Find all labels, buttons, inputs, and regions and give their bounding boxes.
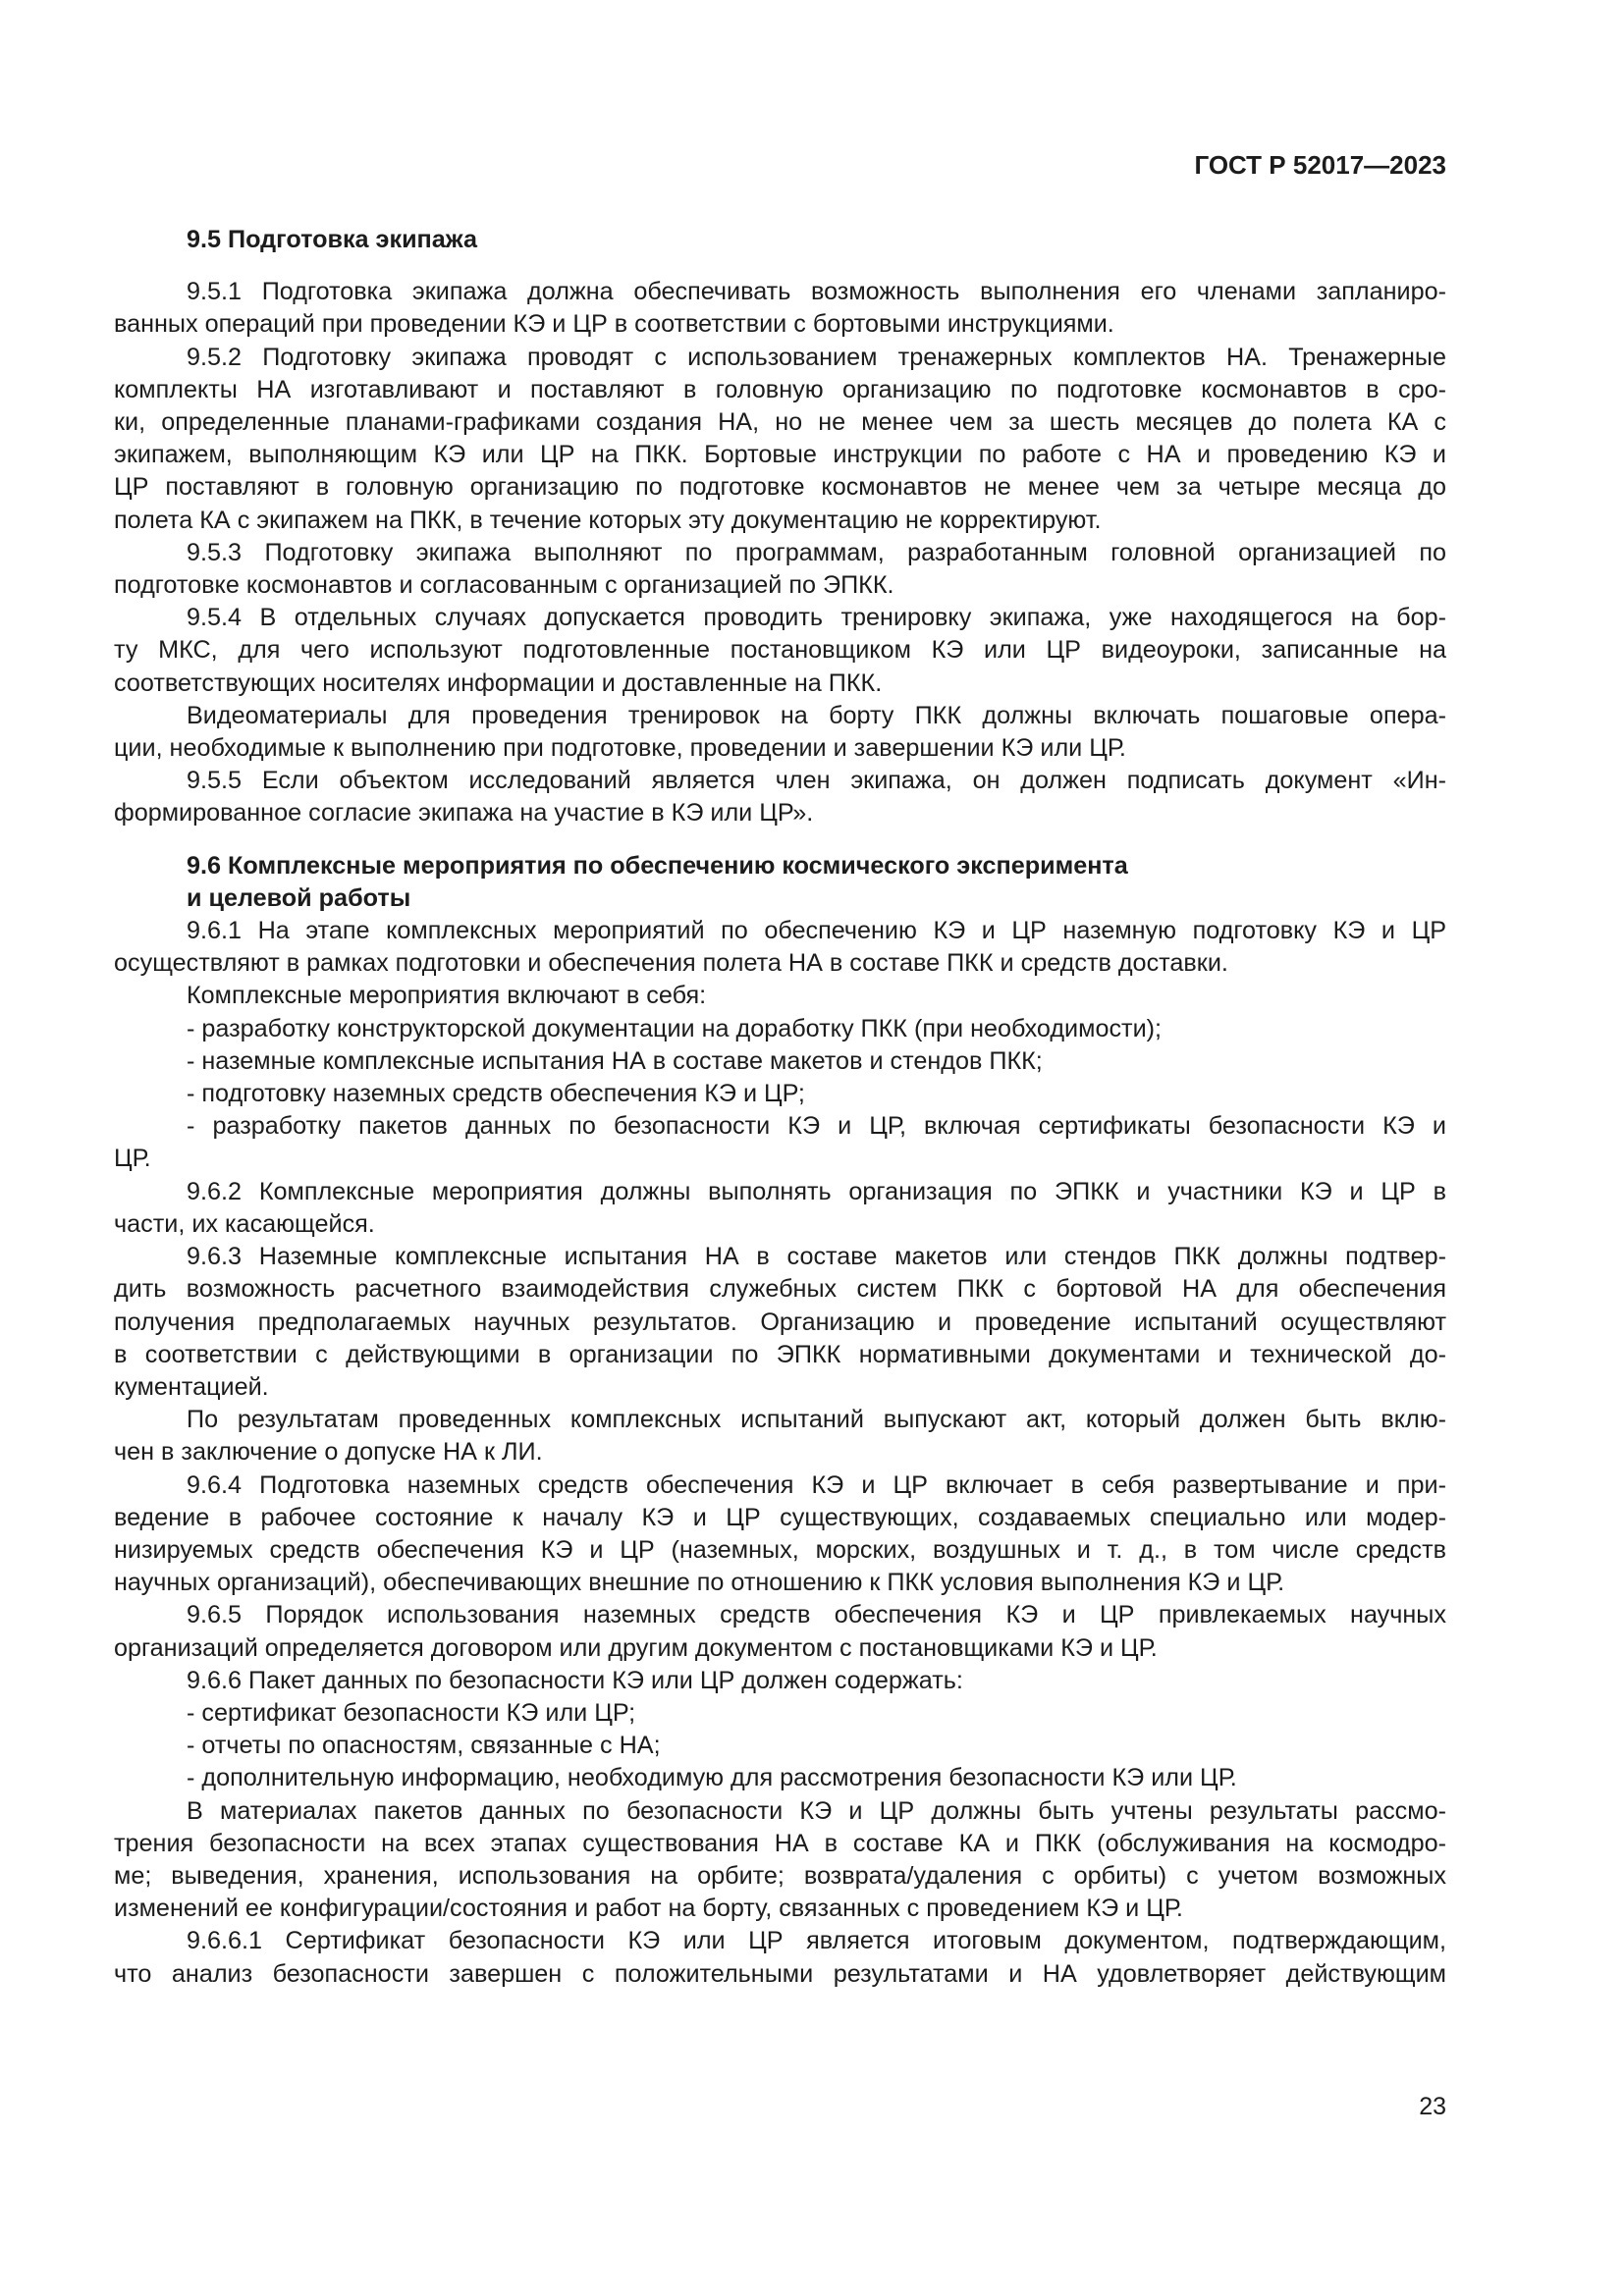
text-line: - дополнительную информацию, необходимую для рассмотрения безопасности КЭ или ЦР. <box>187 1764 1237 1792</box>
text-line: 9.6.5 Порядок использования наземных средств обеспечения КЭ и ЦР привлекаемых научных <box>187 1601 1446 1629</box>
text-line: части, их касающейся. <box>114 1209 375 1238</box>
text-line: Видеоматериалы для проведения тренировок на борту ПКК должны включать пошаговые опера- <box>187 701 1446 729</box>
text-line: чен в заключение о допуске НА к ЛИ. <box>114 1438 543 1467</box>
text-line: что анализ безопасности завершен с положительными результатами и НА удовлетворяет действующим <box>114 1959 1446 1988</box>
text-line: Комплексные мероприятия включают в себя: <box>187 982 707 1010</box>
text-line: 9.6.1 На этапе комплексных мероприятий по обеспечению КЭ и ЦР наземную подготовку КЭ и ЦР <box>187 917 1446 945</box>
text-line: подготовке космонавтов и согласованным с организацией по ЭПКК. <box>114 571 894 600</box>
text-line: - наземные комплексные испытания НА в составе макетов и стендов ПКК; <box>187 1046 1043 1075</box>
text-line: 9.6.6.1 Сертификат безопасности КЭ или ЦР является итоговым документом, подтверждающим, <box>187 1927 1446 1955</box>
text-line: научных организаций), обеспечивающих внешние по отношению к ПКК условия выполнения КЭ и ЦР. <box>114 1569 1285 1597</box>
text-line: 9.6.4 Подготовка наземных средств обеспечения КЭ и ЦР включает в себя развертывание и при- <box>187 1470 1446 1499</box>
text-line: 9.5.4 В отдельных случаях допускается проводить тренировку экипажа, уже находящегося на бор- <box>187 604 1446 632</box>
section-heading: 9.5 Подготовка экипажа <box>187 226 477 253</box>
text-line: в соответствии с действующими в организации по ЭПКК нормативными документами и технической до- <box>114 1340 1446 1368</box>
text-line: полета КА с экипажем на ПКК, в течение которых эту документацию не корректируют. <box>114 506 1102 534</box>
text-line: - сертификат безопасности КЭ или ЦР; <box>187 1698 636 1727</box>
text-line: - разработку конструкторской документации на доработку ПКК (при необходимости); <box>187 1014 1163 1042</box>
text-line: 9.6.3 Наземные комплексные испытания НА в составе макетов или стендов ПКК должны подтвер- <box>187 1243 1446 1271</box>
text-line: ванных операций при проведении КЭ и ЦР в соответствии с бортовыми инструкциями. <box>114 310 1114 339</box>
text-line: 9.5.5 Если объектом исследований является член экипажа, он должен подписать документ «Ин- <box>187 767 1446 795</box>
text-line: экипажем, выполняющим КЭ или ЦР на ПКК. Бортовые инструкции по работе с НА и проведению КЭ и <box>114 441 1446 469</box>
text-line: 9.5.2 Подготовку экипажа проводят с использованием тренажерных комплектов НА. Тренажерные <box>187 343 1446 371</box>
text-line: комплекты НА изготавливают и поставляют в головную организацию по подготовке космонавтов в сро- <box>114 375 1446 403</box>
text-line: По результатам проведенных комплексных испытаний выпускают акт, который должен быть вклю- <box>187 1406 1446 1434</box>
text-line: - отчеты по опасностям, связанные с НА; <box>187 1732 661 1760</box>
text-line: соответствующих носителях информации и доставленные на ПКК. <box>114 668 883 697</box>
text-line: низируемых средств обеспечения КЭ и ЦР (наземных, морских, воздушных и т. д., в том числе средств <box>114 1535 1446 1564</box>
text-line: формированное согласие экипажа на участие в КЭ или ЦР». <box>114 799 814 828</box>
text-line: 9.5.1 Подготовка экипажа должна обеспечивать возможность выполнения его членами запланиро- <box>187 278 1446 306</box>
document-body <box>114 224 1446 1991</box>
text-line: В материалах пакетов данных по безопасности КЭ и ЦР должны быть учтены результаты рассмо- <box>187 1796 1446 1825</box>
text-line: организаций определяется договором или другим документом с постановщиками КЭ и ЦР. <box>114 1633 1158 1662</box>
text-line: ции, необходимые к выполнению при подготовке, проведении и завершении КЭ или ЦР. <box>114 734 1126 763</box>
section-heading: и целевой работы <box>187 883 411 912</box>
text-line: получения предполагаемых научных результатов. Организацию и проведение испытаний осуществляют <box>114 1308 1446 1336</box>
text-line: ЦР поставляют в головную организацию по подготовке космонавтов не менее чем за четыре месяца до <box>114 473 1446 502</box>
text-line: осуществляют в рамках подготовки и обеспечения полета НА в составе ПКК и средств доставки. <box>114 949 1228 978</box>
text-line: ме; выведения, хранения, использования на орбите; возврата/удаления с орбиты) с учетом возможных <box>114 1861 1446 1890</box>
text-line: трения безопасности на всех этапах существования НА в составе КА и ПКК (обслуживания на космодро- <box>114 1829 1446 1857</box>
text-line: кументацией. <box>114 1372 269 1401</box>
text-line: 9.5.3 Подготовку экипажа выполняют по программам, разработанным головной организацией по <box>187 538 1446 566</box>
text-line: 9.6.6 Пакет данных по безопасности КЭ или ЦР должен содержать: <box>187 1666 963 1694</box>
text-line: 9.6.2 Комплексные мероприятия должны выполнять организация по ЭПКК и участники КЭ и ЦР в <box>187 1177 1446 1205</box>
text-line: ки, определенные планами-графиками создания НА, но не менее чем за шесть месяцев до полета КА с <box>114 408 1446 437</box>
document-code-header: ГОСТ Р 52017—2023 <box>1194 150 1446 180</box>
page-number: 23 <box>1419 2093 1446 2120</box>
text-line: - подготовку наземных средств обеспечения КЭ и ЦР; <box>187 1080 805 1108</box>
text-line: ту МКС, для чего используют подготовленные постановщиком КЭ или ЦР видеоуроки, записанные на <box>114 636 1446 665</box>
text-line: дить возможность расчетного взаимодействия служебных систем ПКК с бортовой НА для обеспечения <box>114 1275 1446 1304</box>
section-heading: 9.6 Комплексные мероприятия по обеспечению космического эксперимента <box>187 851 1128 880</box>
text-line: ЦР. <box>114 1145 151 1173</box>
text-line: изменений ее конфигурации/состояния и работ на борту, связанных с проведением КЭ и ЦР. <box>114 1895 1183 1923</box>
text-line: ведение в рабочее состояние к началу КЭ и ЦР существующих, создаваемых специально или модер- <box>114 1503 1446 1531</box>
text-line: - разработку пакетов данных по безопасности КЭ и ЦР, включая сертификаты безопасности КЭ и <box>187 1112 1446 1141</box>
